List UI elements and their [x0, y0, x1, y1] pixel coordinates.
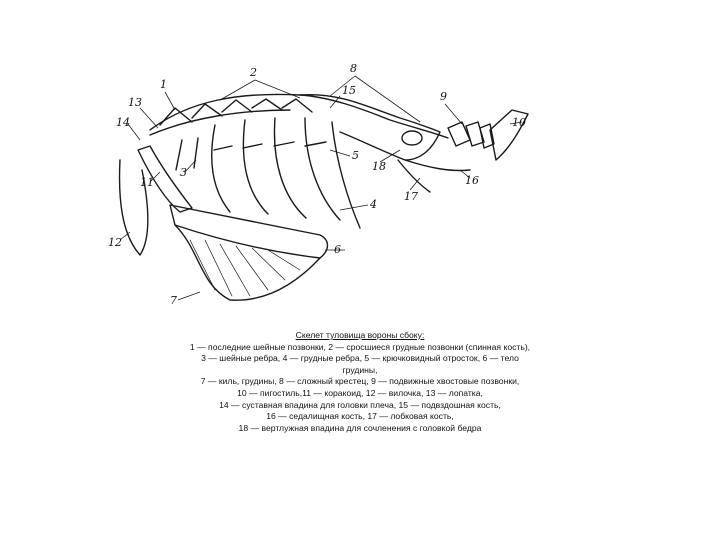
caption-line: 7 — киль, грудины, 8 — сложный крестец, 9 — подвижные хвостовые позвонки,: [200, 376, 520, 387]
label-1: 1: [160, 78, 167, 91]
label-4: 4: [370, 198, 377, 211]
synsacrum-outline: [300, 95, 440, 160]
caption-line: грудины,: [342, 364, 378, 375]
label-12: 12: [108, 236, 122, 249]
label-16: 16: [465, 174, 479, 187]
pubis: [398, 160, 430, 192]
label-15: 15: [342, 84, 356, 97]
sternum-body: [170, 205, 328, 258]
label-17: 17: [404, 190, 418, 203]
figure-caption: [110, 330, 610, 434]
label-7: 7: [170, 294, 177, 307]
caption-line: 10 — пигостиль,11 — коракоид, 12 — вилочка, 13 — лопатка,: [237, 387, 483, 398]
label-6: 6: [334, 243, 341, 256]
ischium: [405, 160, 470, 171]
caption-line: 14 — суставная впадина для головки плеча, 15 — подвздошная кость,: [219, 399, 501, 410]
tail-vertebrae: [448, 122, 494, 148]
thoracic-ribs: [212, 118, 360, 228]
label-9: 9: [440, 90, 447, 103]
label-2: 2: [250, 66, 257, 79]
caption-title: Скелет туловища вороны сбоку:: [295, 330, 425, 340]
label-14: 14: [116, 116, 130, 129]
label-3: 3: [180, 166, 187, 179]
uncinate-processes: [214, 142, 326, 150]
caption-line: 3 — шейные ребра, 4 — грудные ребра, 5 — крючковидный отросток, 6 — тело: [201, 353, 519, 364]
thoracic-vertebrae: [160, 99, 312, 125]
label-8: 8: [350, 62, 357, 75]
furcula: [120, 160, 148, 255]
caption-line: 1 — последние шейные позвонки, 2 — сросшиеся грудные позвонки (спинная кость),: [189, 341, 531, 352]
caption-line: 16 — седалищная кость, 17 — лобковая кость,: [266, 411, 454, 422]
caption-line: 18 — вертлужная впадина для сочленения с головкой бедра: [238, 422, 482, 433]
label-5: 5: [352, 149, 359, 162]
label-13: 13: [128, 96, 142, 109]
label-10: 10: [512, 116, 526, 129]
acetabulum: [402, 131, 422, 145]
label-18: 18: [372, 160, 386, 173]
sternum-keel: [175, 225, 320, 300]
label-11: 11: [140, 176, 154, 189]
